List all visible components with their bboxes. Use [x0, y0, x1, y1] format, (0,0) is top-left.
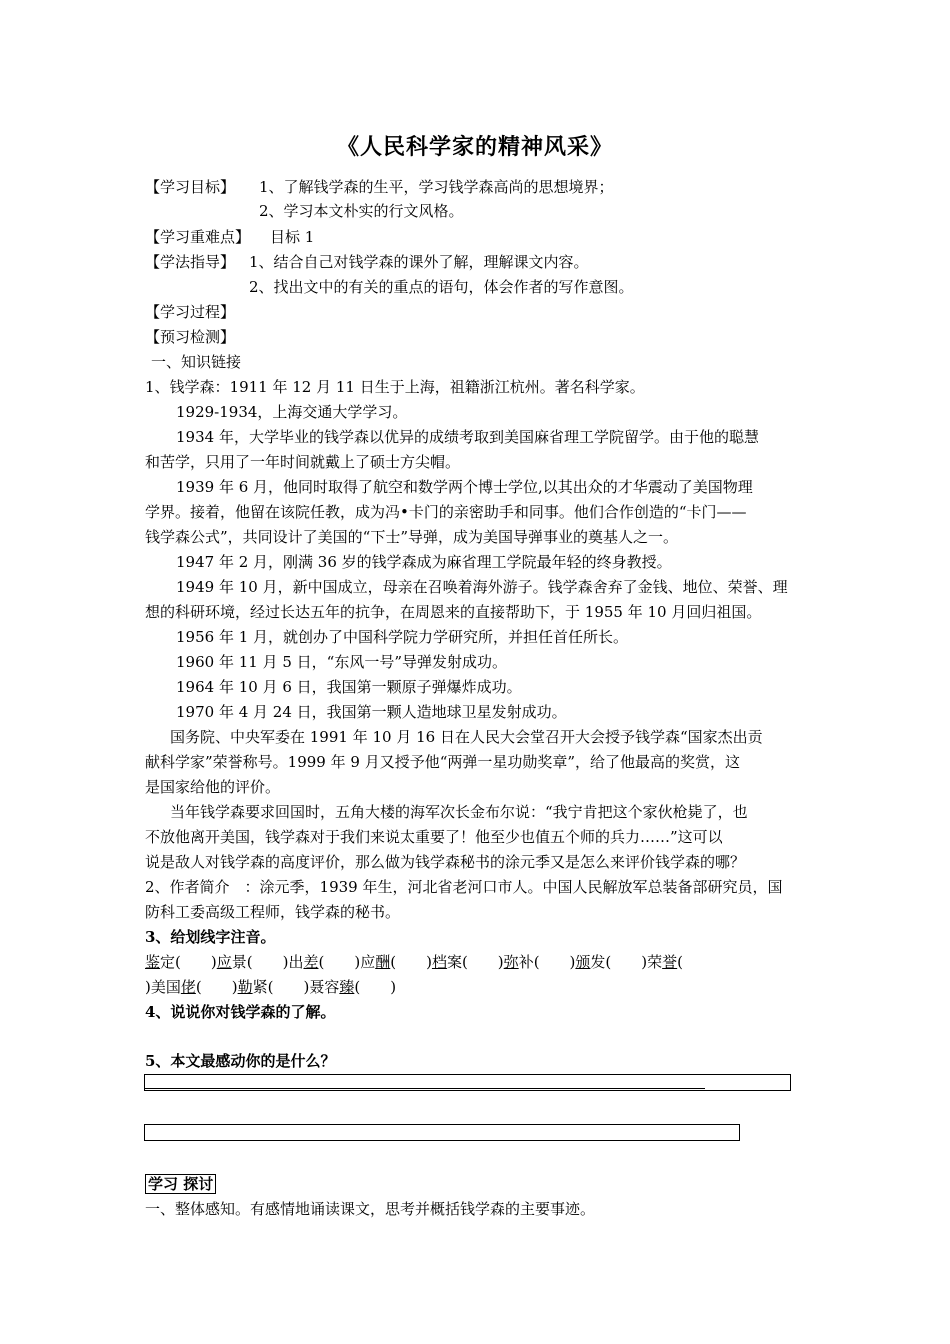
kimball-line2: 不放他离开美国，钱学森对于我们来说太重要了！他至少也值五个师的兵力……”这可以 [145, 828, 723, 846]
q3-underlined-char: 臻 [339, 978, 355, 996]
bio-1929: 1929-1934，上海交通大学学习。 [176, 403, 408, 421]
method-item-1: 1、结合自己对钱学森的课外了解，理解课文内容。 [249, 253, 589, 271]
q3-text: )美国 [145, 978, 181, 996]
q3-underlined-char: 差 [303, 953, 319, 971]
bio-1956: 1956 年 1 月，就创办了中国科学院力学研究所，并担任首任所长。 [176, 628, 629, 646]
q3-text: 补( ) [518, 953, 576, 971]
bio-1970: 1970 年 4 月 24 日，我国第一颗人造地球卫星发射成功。 [176, 703, 567, 721]
q3-text: ( [677, 953, 684, 971]
kimball-line1: 当年钱学森要求回国时，五角大楼的海军次长金布尔说：“我宁肯把这个家伙枪毙了，也 [170, 803, 748, 821]
q3-text: ( )应 [318, 953, 376, 971]
key-points-text: 目标 1 [270, 228, 315, 246]
honor-line2: 献科学家”荣誉称号。1999 年 9 月又授予他“两弹一星功勋奖章”，给了他最高的奖赏，这 [145, 753, 741, 771]
bio-intro: 1、钱学森：1911 年 12 月 11 日生于上海，祖籍浙江杭州。著名科学家。 [145, 378, 645, 396]
q3-text: 定( ) [160, 953, 217, 971]
question-3-line2 [145, 975, 396, 999]
bio-1939-line1: 1939 年 6 月，他同时取得了航空和数学两个博士学位,以其出众的才华震动了美国物理 [176, 478, 753, 496]
q3-underlined-char: 颁 [575, 953, 591, 971]
bio-1964: 1964 年 10 月 6 日，我国第一颗原子弹爆炸成功。 [176, 678, 522, 696]
bio-1949-line1: 1949 年 10 月，新中国成立，母亲在召唤着海外游子。钱学森舍弃了金钱、地位、荣誉、理 [176, 578, 788, 596]
question-3-line1 [145, 950, 683, 974]
q3-text: ( ) [354, 978, 397, 996]
kimball-line3: 说是敌人对钱学森的高度评价，那么做为钱学森秘书的涂元季又是怎么来评价钱学森的哪？ [145, 853, 746, 871]
q3-underlined-char: 酬 [375, 953, 391, 971]
q3-underlined-char: 誉 [662, 953, 678, 971]
q3-underlined-char: 应 [216, 953, 232, 971]
bio-1939-line2: 学界。接着，他留在该院任教，成为冯•卡门的亲密助手和同事。他们合作创造的“卡门—— [145, 503, 747, 521]
honor-line3: 是国家给他的评价。 [145, 778, 281, 796]
q3-underlined-char: 佬 [180, 978, 196, 996]
page-title: 《人民科学家的精神风采》 [336, 135, 613, 160]
question-4-label: 4、说说你对钱学森的了解。 [145, 1003, 336, 1021]
discuss-item-1: 一、整体感知。有感情地诵读课文，思考并概括钱学森的主要事迹。 [145, 1200, 596, 1218]
honor-line1: 国务院、中央军委在 1991 年 10 月 16 日在人民大会堂召开大会授予钱学森“国家杰出贡 [170, 728, 763, 746]
preview-label: 【预习检测】 [145, 328, 236, 346]
q3-text: 发( )荣 [590, 953, 663, 971]
q3-text: 案( ) [446, 953, 504, 971]
question-5-label: 5、本文最感动你的是什么？ [145, 1052, 336, 1070]
discuss-label: 学习 探讨 [145, 1174, 216, 1194]
method-label: 【学法指导】 [145, 253, 236, 271]
bio-1934-line2: 和苦学，只用了一年时间就戴上了硕士方尖帽。 [145, 453, 461, 471]
process-label: 【学习过程】 [145, 303, 236, 321]
bio-1939-line3: 钱学森公式”，共同设计了美国的“下士”导弹，成为美国导弹事业的奠基人之一。 [145, 528, 679, 546]
objectives-label: 【学习目标】 [145, 178, 236, 196]
bio-1960: 1960 年 11 月 5 日，“东风一号”导弹发射成功。 [176, 653, 507, 671]
q3-text: ( ) [390, 953, 432, 971]
section-heading-knowledge: 一、知识链接 [151, 353, 242, 371]
q3-text: 景( )出 [231, 953, 304, 971]
key-points-label: 【学习重难点】 [145, 228, 251, 246]
q3-underlined-char: 档 [431, 953, 447, 971]
answer-box-2[interactable] [144, 1124, 740, 1141]
q3-underlined-char: 弥 [503, 953, 519, 971]
bio-1947: 1947 年 2 月，刚满 36 岁的钱学森成为麻省理工学院最年轻的终身教授。 [176, 553, 672, 571]
q3-underlined-char: 鉴 [145, 953, 161, 971]
method-item-2: 2、找出文中的有关的重点的语句，体会作者的写作意图。 [249, 278, 634, 296]
bio-1934-line1: 1934 年，大学毕业的钱学森以优异的成绩考取到美国麻省理工学院留学。由于他的聪慧 [176, 428, 759, 446]
discuss-heading [145, 1172, 216, 1196]
q3-text: ( ) [195, 978, 238, 996]
q3-text: 紧( )聂容 [252, 978, 340, 996]
author-line2: 防科工委高级工程师，钱学森的秘书。 [145, 903, 401, 921]
objective-item-2: 2、学习本文朴实的行文风格。 [259, 202, 464, 220]
question-3-label: 3、给划线字注音。 [145, 928, 276, 946]
answer-line [145, 1088, 705, 1089]
objective-item-1: 1、了解钱学森的生平，学习钱学森高尚的思想境界； [259, 178, 614, 196]
bio-1949-line2: 想的科研环境，经过长达五年的抗争，在周恩来的直接帮助下，于 1955 年 10 月回归祖国。 [145, 603, 762, 621]
author-line1: 2、作者简介 ：涂元季，1939 年生，河北省老河口市人。中国人民解放军总装备部研究员，国 [145, 878, 783, 896]
answer-box-1[interactable] [144, 1074, 791, 1091]
q3-underlined-char: 勒 [237, 978, 253, 996]
